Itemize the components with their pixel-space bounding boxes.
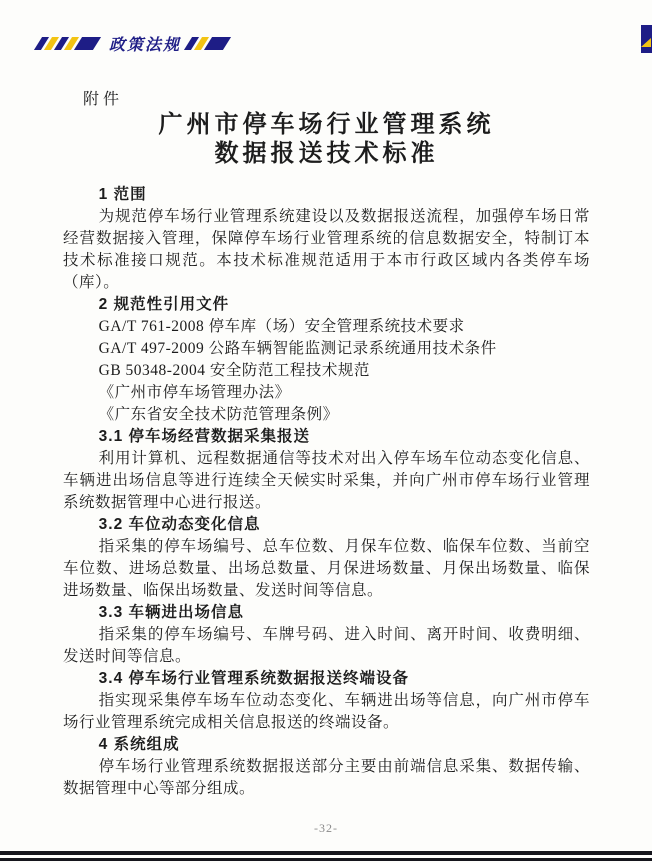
section-paragraph: 指采集的停车场编号、总车位数、月保车位数、临保车位数、当前空车位数、进场总数量、出场总数量、月保进场数量、月保出场数量、临保进场数量、临保出场数量、发送时间等信息。 <box>63 538 590 599</box>
document-content <box>63 184 590 800</box>
section-paragraph: 指实现采集停车场车位动态变化、车辆进出场等信息，向广州市停车场行业管理系统完成相关信息报送的终端设备。 <box>63 692 590 731</box>
section-paragraph: 为规范停车场行业管理系统建设以及数据报送流程，加强停车场日常经营数据接入管理，保障停车场行业管理系统的信息数据安全，特制订本技术标准接口规范。本技术标准规范适用于本市行政区域内各类停车场（库）。 <box>63 208 590 291</box>
document-title-line1: 广州市停车场行业管理系统 <box>158 111 495 138</box>
reference-item: 《广东省安全技术防范管理条例》 <box>98 406 339 423</box>
bottom-rule <box>0 851 652 861</box>
document-title <box>63 110 590 168</box>
attachment-label: 附件 <box>83 91 124 108</box>
section-references <box>63 294 590 426</box>
section-heading: 3.3 车辆进出场信息 <box>98 604 244 621</box>
section-heading: 3.1 停车场经营数据采集报送 <box>98 428 310 445</box>
section-paragraph: 利用计算机、远程数据通信等技术对出入停车场车位动态变化信息、车辆进出场信息等进行连续全天候实时采集，并向广州市停车场行业管理系统数据管理中心进行报送。 <box>63 450 590 511</box>
section-heading: 3.2 车位动态变化信息 <box>98 516 261 533</box>
corner-ribbon-icon <box>641 25 652 53</box>
page-number: -32- <box>314 821 338 835</box>
section-heading: 1 范围 <box>98 186 147 203</box>
section-vehicle-inout-info <box>63 602 590 668</box>
section-scope <box>63 184 590 294</box>
reference-item: GA/T 761-2008 停车库（场）安全管理系统技术要求 <box>98 318 465 335</box>
section-heading: 3.4 停车场行业管理系统数据报送终端设备 <box>98 670 409 687</box>
reference-item: 《广州市停车场管理办法》 <box>98 384 291 401</box>
section-paragraph: 指采集的停车场编号、车牌号码、进入时间、离开时间、收费明细、发送时间等信息。 <box>63 626 590 665</box>
policy-badge <box>38 33 230 53</box>
section-data-collection <box>63 426 590 514</box>
section-space-dynamic-info <box>63 514 590 602</box>
document-title-line2: 数据报送技术标准 <box>214 140 439 167</box>
reference-item: GB 50348-2004 安全防范工程技术规范 <box>98 362 370 379</box>
section-system-composition <box>63 734 590 800</box>
section-paragraph: 停车场行业管理系统数据报送部分主要由前端信息采集、数据传输、数据管理中心等部分组成。 <box>63 758 590 797</box>
reference-item: GA/T 497-2009 公路车辆智能监测记录系统通用技术条件 <box>98 340 497 357</box>
policy-badge-label: 政策法规 <box>109 36 182 54</box>
corner-ribbon-triangle-icon <box>641 38 651 47</box>
section-heading: 4 系统组成 <box>98 736 180 753</box>
section-terminal-device <box>63 668 590 734</box>
section-heading: 2 规范性引用文件 <box>98 296 230 313</box>
hazard-stripes-left-icon <box>34 37 104 50</box>
hazard-stripes-right-icon <box>184 37 234 50</box>
